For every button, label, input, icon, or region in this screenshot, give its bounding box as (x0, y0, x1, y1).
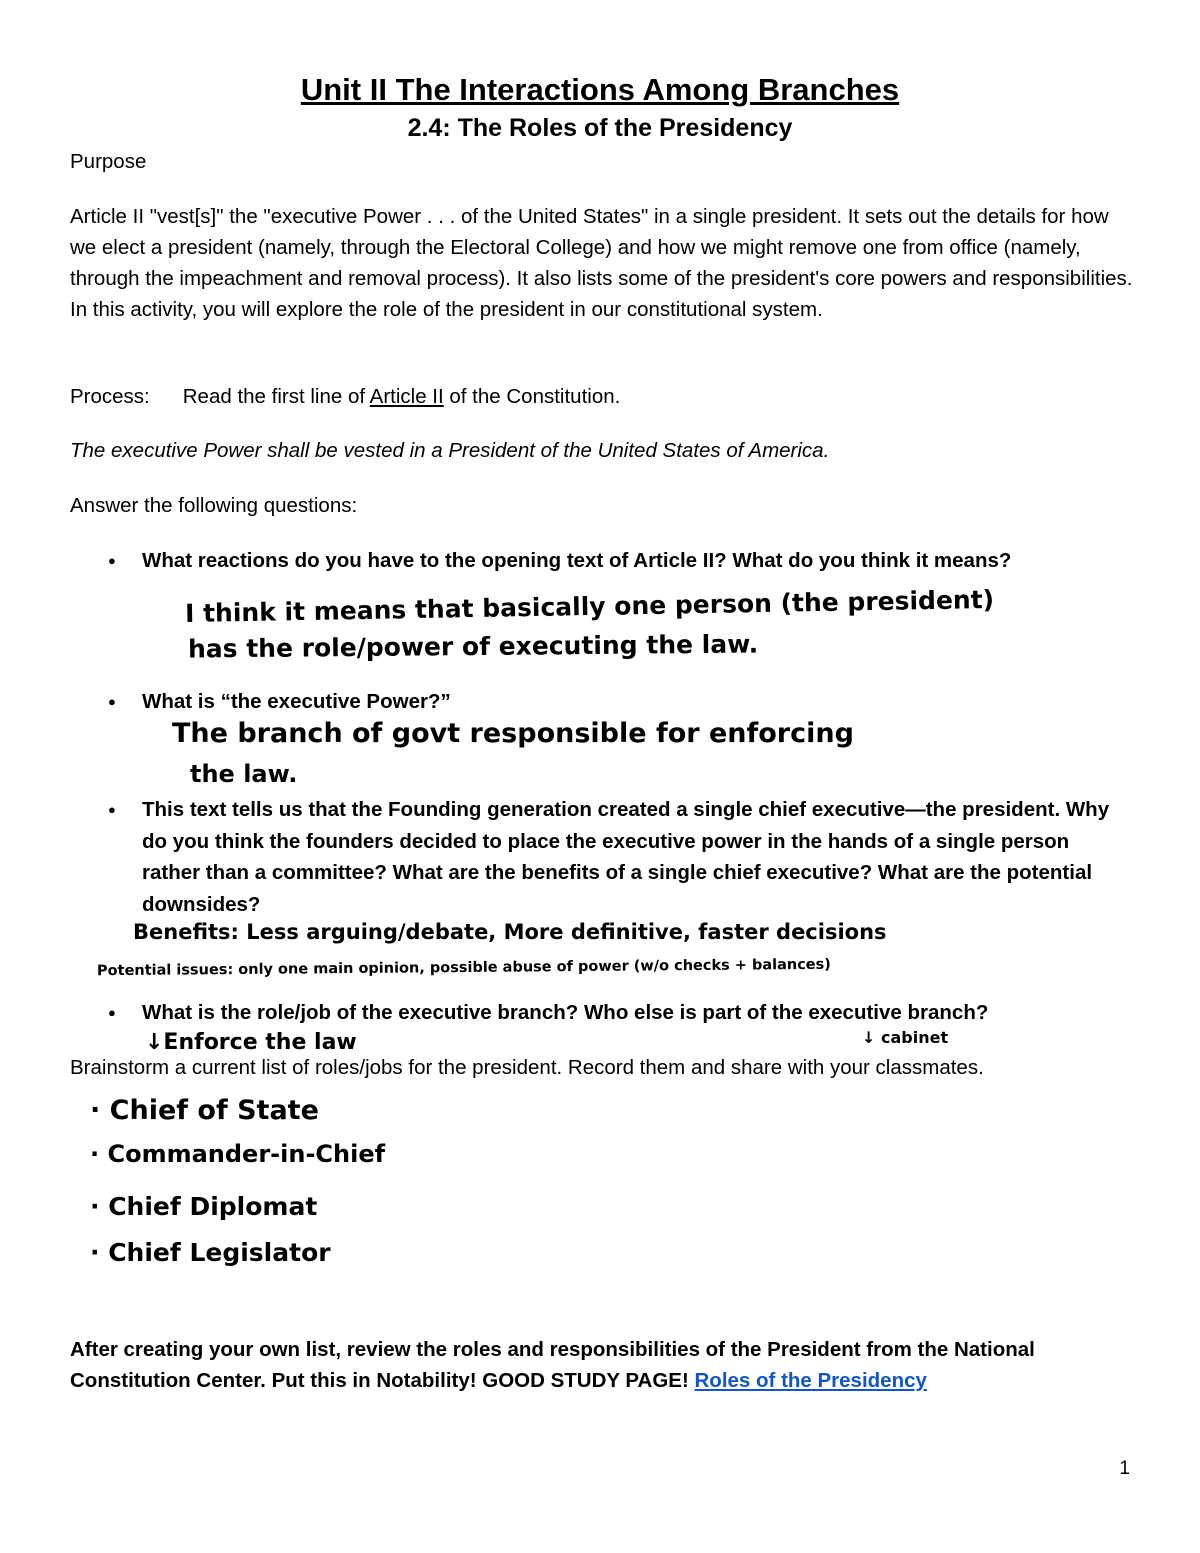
handwritten-answer-2a: The branch of govt responsible for enforcing (172, 718, 854, 749)
bullet-icon: ● (108, 802, 116, 817)
questions-intro: Answer the following questions: (70, 494, 358, 517)
process-text-after: of the Constitution. (443, 385, 621, 408)
question-4: What is the role/job of the executive branch? Who else is part of the executive branch? (142, 1001, 989, 1024)
handwritten-answer-2b: the law. (190, 760, 298, 788)
handwritten-role-1: · Chief of State (90, 1095, 319, 1126)
handwritten-answer-1b: has the role/power of executing the law. (187, 629, 759, 664)
process-text-before: Read the first line of (182, 385, 370, 408)
article-ii-link[interactable]: Article II (369, 385, 444, 408)
process-line (70, 381, 1140, 412)
handwritten-answer-4b: ↓ cabinet (862, 1028, 949, 1047)
page-subtitle: 2.4: The Roles of the Presidency (407, 114, 793, 142)
closing-paragraph (70, 1334, 1120, 1396)
handwritten-answer-3b: Potential issues: only one main opinion, possible abuse of power (w/o checks + balances) (96, 956, 831, 980)
brainstorm-prompt: Brainstorm a current list of roles/jobs for the president. Record them and share with your classmates. (70, 1056, 984, 1079)
page-title: Unit II The Interactions Among Branches (300, 72, 900, 107)
bullet-icon: ● (108, 1005, 116, 1020)
roles-of-presidency-link[interactable]: Roles of the Presidency (694, 1369, 927, 1392)
question-1: What reactions do you have to the opening text of Article II? What do you think it means? (142, 549, 1012, 572)
handwritten-role-4: · Chief Legislator (90, 1238, 331, 1267)
question-3: This text tells us that the Founding generation created a single chief executive—the president. Why do you think the founders decided to place the executive power in the hands of a single person rather than a committee? What are the benefits of a single chief executive? What are the potential downsides? (142, 798, 1110, 916)
handwritten-role-2: · Commander-in-Chief (90, 1140, 386, 1168)
article-quote: The executive Power shall be vested in a President of the United States of America. (70, 439, 830, 462)
purpose-paragraph: Article II "vest[s]" the "executive Power . . . of the United States" in a single president. It sets out the details for how we elect a president (namely, through the Electoral College) and how we might remove one from office (namely, through the impeachment and removal process). It also lists some of the president's core powers and responsibilities. In this activity, you will explore the role of the president in our constitutional system. (70, 205, 1133, 321)
closing-text: After creating your own list, review the roles and responsibilities of the President from the National Constitution Center. Put this in Notability! GOOD STUDY PAGE! (70, 1338, 1035, 1392)
bullet-icon: ● (108, 553, 116, 568)
question-2: What is “the executive Power?” (142, 690, 451, 713)
handwritten-role-3: · Chief Diplomat (90, 1192, 318, 1221)
process-label: Process: (70, 385, 150, 408)
page-number: 1 (1119, 1458, 1130, 1479)
handwritten-answer-3a: Benefits: Less arguing/debate, More definitive, faster decisions (133, 920, 887, 944)
handwritten-answer-1a: I think it means that basically one person (the president) (184, 584, 995, 629)
purpose-heading: Purpose (70, 150, 147, 173)
handwritten-answer-4a: ↓Enforce the law (145, 1030, 357, 1055)
bullet-icon: ● (108, 694, 116, 709)
